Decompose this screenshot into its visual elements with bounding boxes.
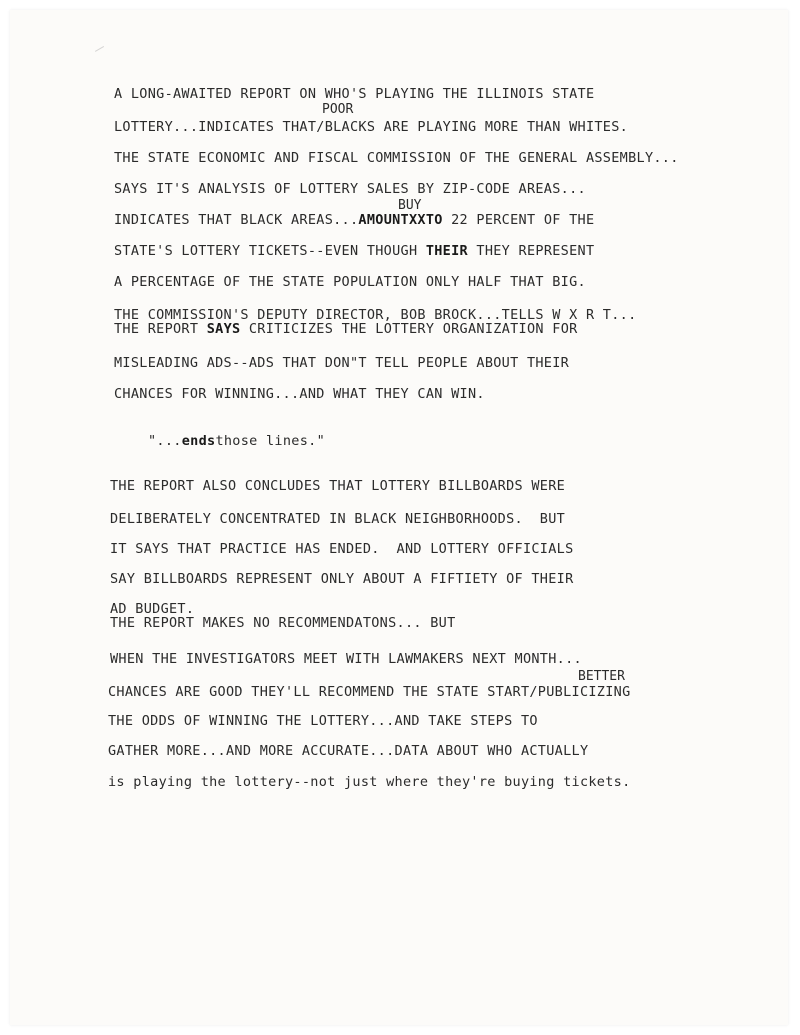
text-line-9 [114,323,578,337]
text-line-21: THE ODDS OF WINNING THE LOTTERY...AND TAKE STEPS TO [108,713,538,729]
text-line-2: LOTTERY...INDICATES THAT/BLACKS ARE PLAYING MORE THAN WHITES. [114,119,629,135]
text-line-9-pre: THE REPORT [114,321,207,337]
quote-line-post: those lines." [215,433,325,449]
text-line-8: THE COMMISSION'S DEPUTY DIRECTOR, BOB BROCK...TELLS W X R T... [114,307,637,323]
text-line-6-pre: STATE'S LOTTERY TICKETS--EVEN THOUGH [114,243,426,259]
text-line-17: AD BUDGET. [110,601,195,617]
text-line-5-pre: INDICATES THAT BLACK AREAS... [114,212,359,228]
text-line-3: THE STATE ECONOMIC AND FISCAL COMMISSION OF THE GENERAL ASSEMBLY... [114,150,679,166]
text-line-19: WHEN THE INVESTIGATORS MEET WITH LAWMAKERS NEXT MONTH... [110,651,582,667]
struck-text: ends [181,433,216,449]
text-line-1: A LONG-AWAITED REPORT ON WHO'S PLAYING THE ILLINOIS STATE [114,86,595,102]
text-line-6 [114,245,594,259]
insert-better: BETTER [578,669,625,684]
text-line-7: A PERCENTAGE OF THE STATE POPULATION ONLY HALF THAT BIG. [114,274,586,290]
struck-text: SAYS [206,321,241,337]
text-line-9-post: CRITICIZES THE LOTTERY ORGANIZATION FOR [240,321,578,337]
text-line-5-post: 22 PERCENT OF THE [442,212,595,228]
text-line-18: THE REPORT MAKES NO RECOMMENDATONS... BUT [110,615,456,631]
text-line-10: MISLEADING ADS--ADS THAT DON"T TELL PEOPLE ABOUT THEIR [114,355,570,371]
text-line-6-post: THEY REPRESENT [467,243,595,259]
quote-line [148,435,325,449]
text-line-13: THE REPORT ALSO CONCLUDES THAT LOTTERY BILLBOARDS WERE [110,478,566,494]
text-line-5 [114,214,594,228]
text-line-14: DELIBERATELY CONCENTRATED IN BLACK NEIGHBORHOODS. BUT [110,511,566,527]
text-line-15: IT SAYS THAT PRACTICE HAS ENDED. AND LOTTERY OFFICIALS [110,541,574,557]
insert-poor: POOR [322,102,354,117]
struck-text: AMOUNTXXTO [358,212,443,228]
insert-buy: BUY [398,198,422,213]
text-line-23: is playing the lottery--not just where they're buying tickets. [108,774,631,790]
text-line-4: SAYS IT'S ANALYSIS OF LOTTERY SALES BY ZIP-CODE AREAS... [114,181,586,197]
text-line-22: GATHER MORE...AND MORE ACCURATE...DATA ABOUT WHO ACTUALLY [108,743,589,759]
paper-mark [95,46,107,57]
text-line-16: SAY BILLBOARDS REPRESENT ONLY ABOUT A FIFTIETY OF THEIR [110,571,574,587]
text-line-11: CHANCES FOR WINNING...AND WHAT THEY CAN WIN. [114,386,485,402]
struck-text: THEIR [425,243,468,259]
quote-line-pre: "... [148,433,182,449]
text-line-20: CHANCES ARE GOOD THEY'LL RECOMMEND THE STATE START/PUBLICIZING [108,684,631,700]
typewritten-page [10,10,788,1025]
